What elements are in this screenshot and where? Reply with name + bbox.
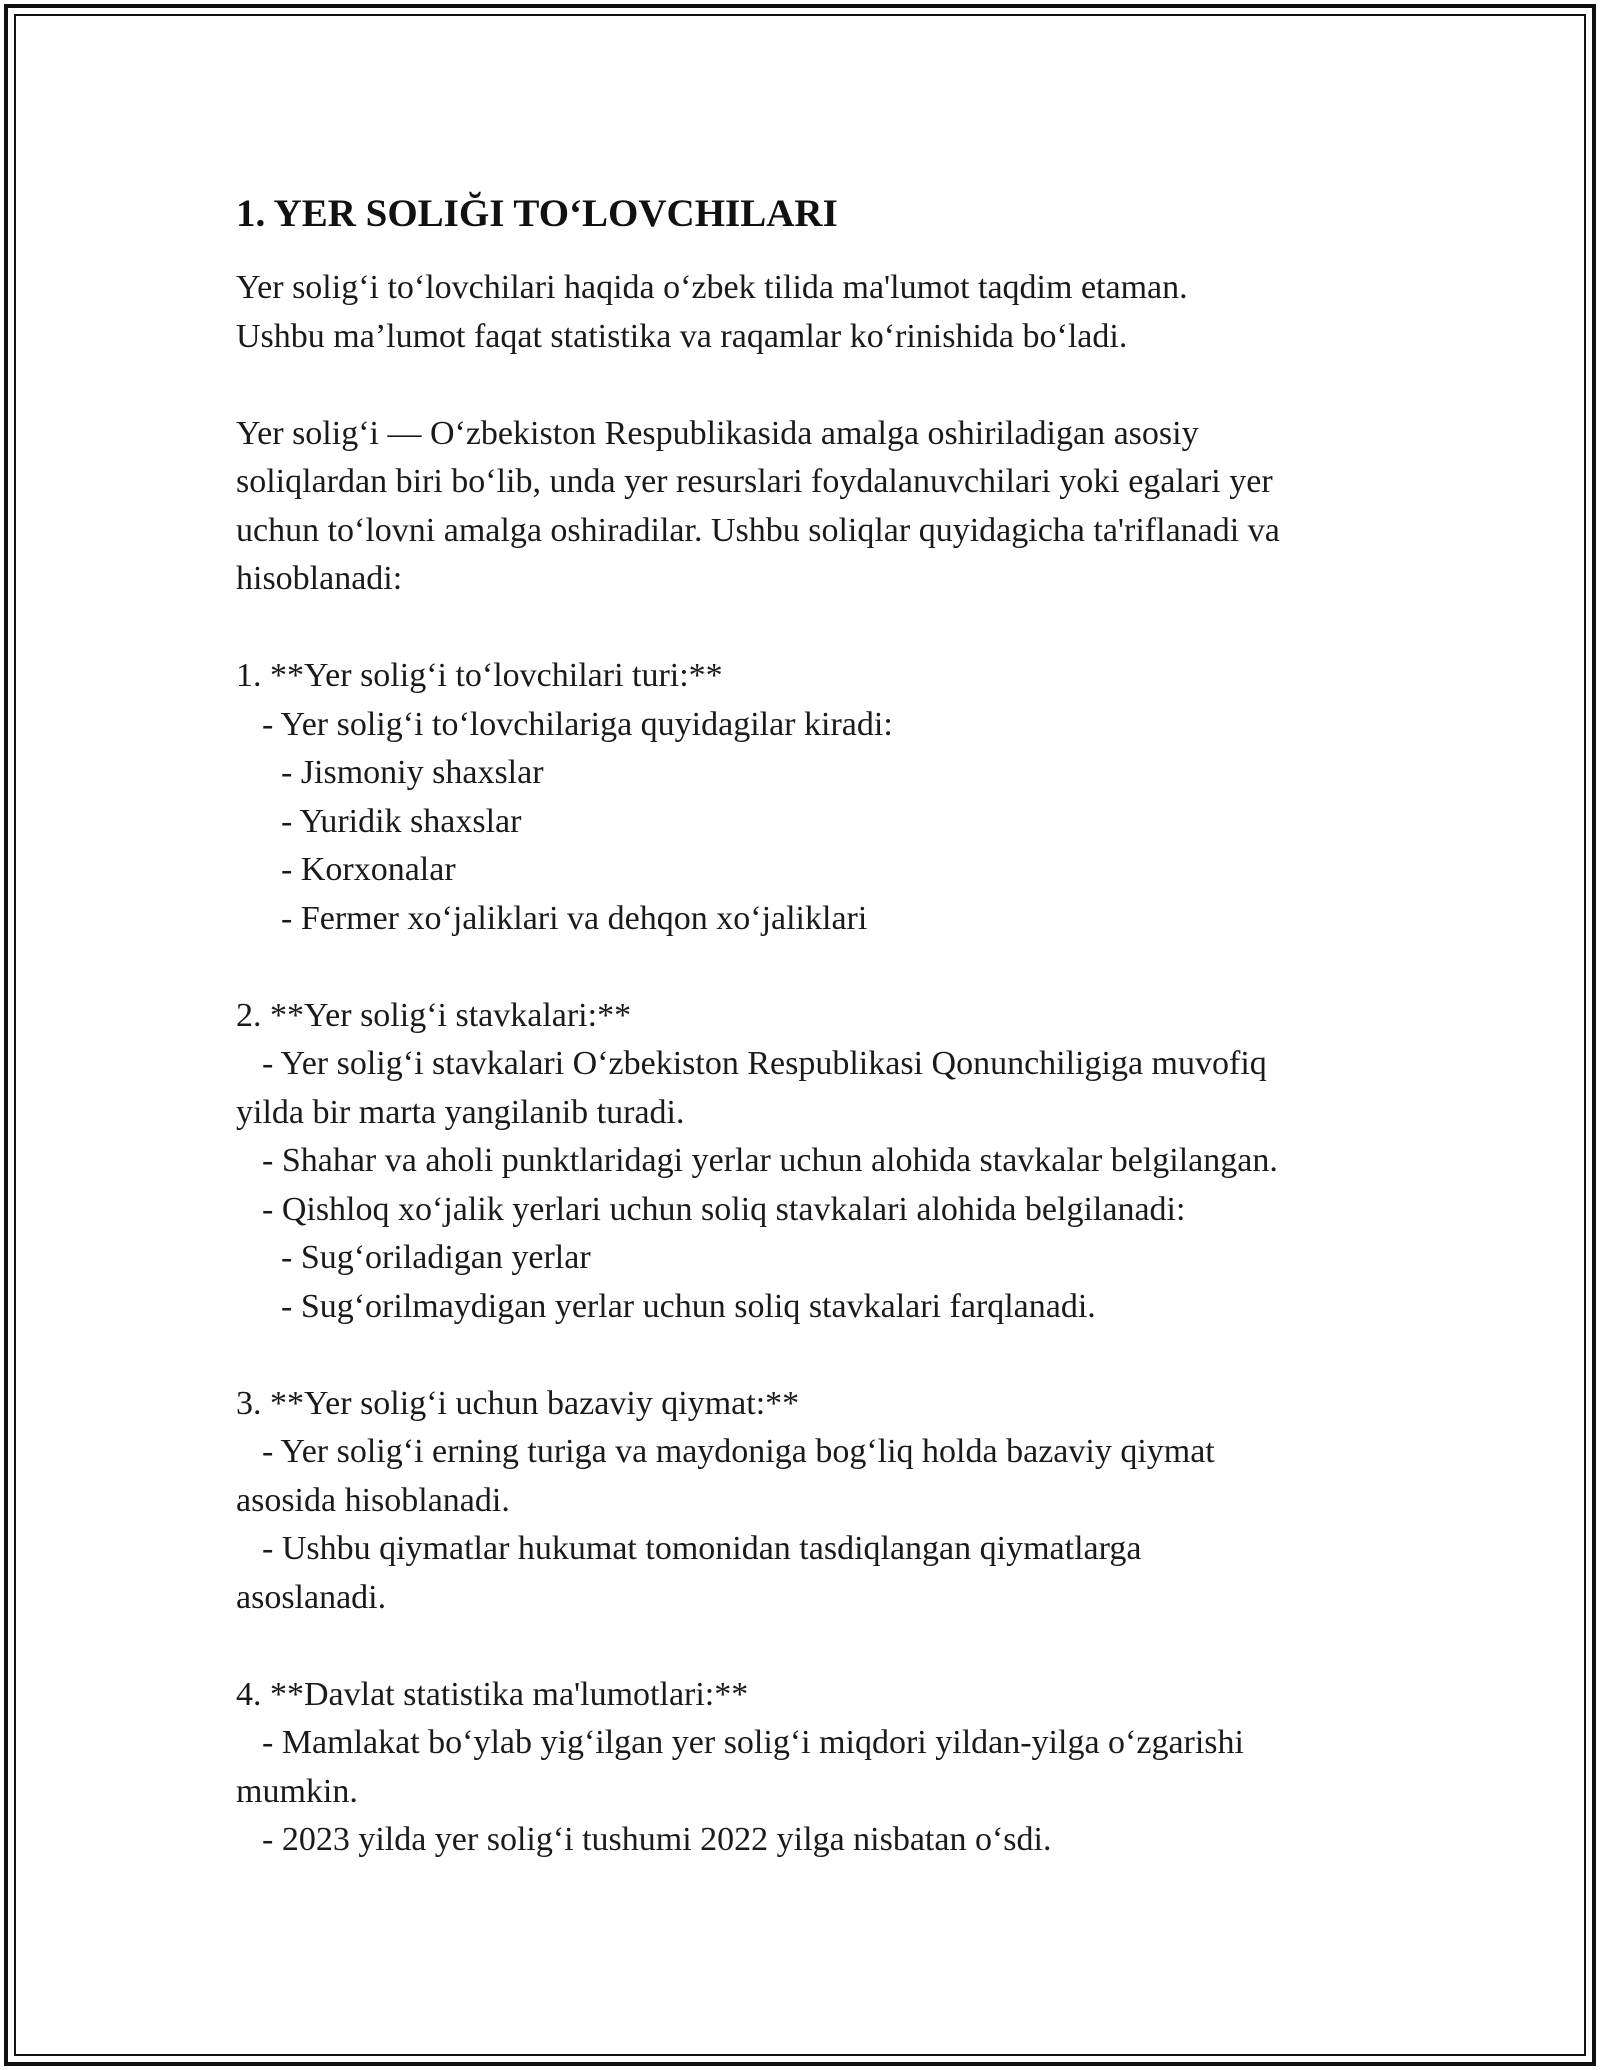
list-item: - Shahar va aholi punktlaridagi yerlar uchun alohida stavkalar belgilangan. bbox=[262, 1142, 1278, 1179]
section-base-value bbox=[236, 1380, 1386, 1623]
overview-line: Yer solig‘i — O‘zbekiston Respublikasida amalga oshiriladigan asosiy bbox=[236, 414, 1199, 452]
list-item: - Yer solig‘i erning turiga va maydoniga bog‘liq holda bazaviy qiymat bbox=[262, 1433, 1215, 1470]
list-item: - Sug‘oriladigan yerlar bbox=[281, 1239, 591, 1276]
document-body bbox=[236, 186, 1386, 1865]
list-item: - Mamlakat bo‘ylab yig‘ilgan yer solig‘i miqdori yildan-yilga o‘zgarishi bbox=[262, 1724, 1244, 1761]
section-heading: 4. **Davlat statistika ma'lumotlari:** bbox=[236, 1675, 749, 1713]
list-item: - Yer solig‘i to‘lovchilariga quyidagilar kiradi: bbox=[262, 705, 893, 743]
list-item-continuation: asoslanadi. bbox=[236, 1578, 387, 1616]
section-heading: 2. **Yer solig‘i stavkalari:** bbox=[236, 996, 632, 1034]
list-item-continuation: yilda bir marta yangilanib turadi. bbox=[236, 1093, 685, 1131]
intro-line: Yer solig‘i to‘lovchilari haqida o‘zbek tilida ma'lumot taqdim etaman. bbox=[236, 269, 1188, 306]
intro-paragraph bbox=[236, 264, 1386, 361]
list-item: - Ushbu qiymatlar hukumat tomonidan tasdiqlangan qiymatlarga bbox=[262, 1530, 1142, 1567]
list-item: - Qishloq xo‘jalik yerlari uchun soliq stavkalari alohida belgilanadi: bbox=[262, 1190, 1186, 1228]
list-item-continuation: asosida hisoblanadi. bbox=[236, 1481, 510, 1519]
section-heading: 1. **Yer solig‘i to‘lovchilari turi:** bbox=[236, 657, 723, 694]
list-item: - Sug‘orilmaydigan yerlar uchun soliq stavkalari farqlanadi. bbox=[281, 1287, 1096, 1325]
overview-paragraph bbox=[236, 410, 1386, 604]
list-item: - Yer solig‘i stavkalari O‘zbekiston Respublikasi Qonunchiligiga muvofiq bbox=[262, 1045, 1267, 1082]
overview-line: uchun to‘lovni amalga oshiradilar. Ushbu soliqlar quyidagicha ta'riflanadi va bbox=[236, 511, 1280, 549]
document-title: 1. YER SOLIĞI TO‘LOVCHILARI bbox=[236, 192, 838, 235]
list-item: - Jismoniy shaxslar bbox=[281, 754, 544, 791]
list-item: - Yuridik shaxslar bbox=[281, 802, 522, 840]
list-item: - 2023 yilda yer solig‘i tushumi 2022 yilga nisbatan o‘sdi. bbox=[262, 1821, 1052, 1858]
list-item: - Fermer xo‘jaliklari va dehqon xo‘jaliklari bbox=[281, 899, 868, 937]
section-state-statistics bbox=[236, 1671, 1386, 1865]
section-heading: 3. **Yer solig‘i uchun bazaviy qiymat:** bbox=[236, 1384, 800, 1422]
intro-line: Ushbu ma’lumot faqat statistika va raqamlar ko‘rinishida bo‘ladi. bbox=[236, 317, 1128, 355]
list-item-continuation: mumkin. bbox=[236, 1772, 358, 1810]
overview-line: soliqlardan biri bo‘lib, unda yer resurslari foydalanuvchilari yoki egalari yer bbox=[236, 463, 1273, 500]
overview-line: hisoblanadi: bbox=[236, 560, 403, 597]
list-item: - Korxonalar bbox=[281, 851, 456, 888]
section-payer-types bbox=[236, 652, 1386, 943]
section-tax-rates bbox=[236, 992, 1386, 1332]
